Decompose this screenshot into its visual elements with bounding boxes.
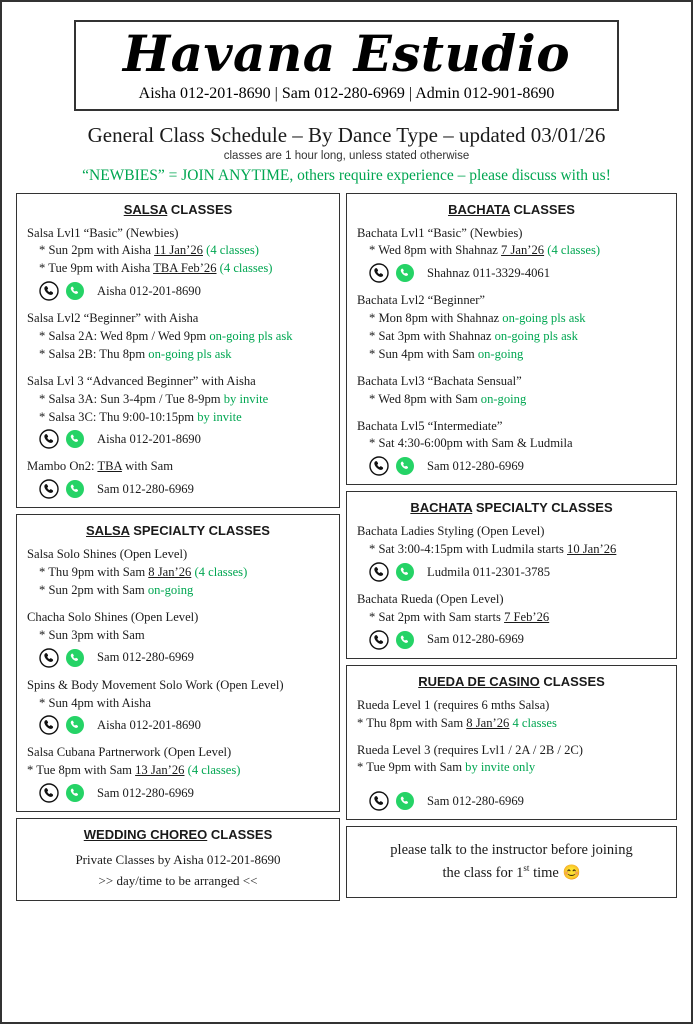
block-bachata-lvl3	[357, 373, 666, 409]
contact-text: Sam 012-280-6969	[97, 785, 194, 800]
page-title: General Class Schedule – By Dance Type – updated 03/01/26	[87, 122, 606, 147]
contact-text: Sam 012-280-6969	[427, 793, 524, 808]
block-heading: Rueda Level 3 (requires Lvl1 / 2A / 2B / 2C)	[357, 742, 583, 757]
block-line: * Thu 9pm with Sam 8 Jan’26 (4 classes)	[39, 565, 248, 580]
card-salsa-specialty-title-bold: SALSA	[86, 523, 130, 539]
whatsapp-icon[interactable]	[65, 783, 85, 803]
block-heading: Bachata Lvl3 “Bachata Sensual”	[357, 373, 522, 388]
card-salsa-title	[27, 202, 329, 217]
block-line: * Wed 8pm with Sam on-going	[369, 391, 527, 406]
card-rueda-title	[357, 674, 666, 689]
block-line: * Tue 8pm with Sam 13 Jan’26 (4 classes)	[27, 763, 241, 778]
card-wedding-title-rest: CLASSES	[207, 827, 273, 843]
block-salsa-lvl3	[27, 373, 329, 450]
contact-text: Ludmila 011-2301-3785	[427, 564, 551, 579]
card-bachata-title-bold: BACHATA	[448, 201, 510, 217]
block-mambo-on2	[27, 458, 329, 499]
block-line: * Salsa 2B: Thu 8pm on-going pls ask	[39, 346, 232, 361]
block-heading: Salsa Cubana Partnerwork (Open Level)	[27, 745, 232, 760]
contact-text: Sam 012-280-6969	[97, 481, 194, 496]
contact-row	[357, 630, 666, 650]
block-heading: Salsa Solo Shines (Open Level)	[27, 547, 188, 562]
block-bachata-lvl1	[357, 225, 666, 284]
block-heading: Bachata Lvl5 “Intermediate”	[357, 418, 503, 433]
whatsapp-icon[interactable]	[395, 562, 415, 582]
contact-text: Sam 012-280-6969	[97, 650, 194, 665]
phone-icon[interactable]	[39, 715, 59, 735]
phone-icon[interactable]	[369, 456, 389, 476]
contact-row	[357, 791, 666, 811]
contact-row	[27, 783, 329, 803]
block-line: * Sun 4pm with Aisha	[39, 695, 151, 710]
block-line: * Salsa 3C: Thu 9:00-10:15pm by invite	[39, 409, 242, 424]
whatsapp-icon[interactable]	[65, 281, 85, 301]
block-line: * Sun 3pm with Sam	[39, 627, 145, 642]
card-bachata-title	[357, 202, 666, 217]
block-line: * Salsa 3A: Sun 3-4pm / Tue 8-9pm by invite	[39, 391, 269, 406]
block-line: * Sat 3pm with Shahnaz on-going pls ask	[369, 329, 578, 343]
block-line: * Sat 4:30-6:00pm with Sam & Ludmila	[369, 436, 573, 451]
left-column	[16, 193, 340, 988]
block-bachata-lvl5	[357, 418, 666, 477]
card-rueda-title-bold: RUEDA DE CASINO	[418, 673, 540, 689]
block-heading: Mambo On2: TBA with Sam	[27, 459, 174, 474]
phone-icon[interactable]	[39, 479, 59, 499]
card-salsa-specialty	[16, 514, 340, 812]
block-heading: Salsa Lvl1 “Basic” (Newbies)	[27, 225, 179, 240]
card-bachata-specialty-title	[357, 500, 666, 515]
studio-name: Havana Estudio	[122, 24, 571, 83]
block-rueda-level-1	[357, 697, 666, 733]
contact-text: Aisha 012-201-8690	[97, 283, 201, 298]
card-rueda-title-rest: CLASSES	[539, 673, 605, 689]
wedding-line-2: >> day/time to be arranged <<	[98, 872, 258, 888]
phone-icon[interactable]	[39, 429, 59, 449]
footer-note-line-2b: time 😊	[529, 864, 581, 881]
footer-note-line-2	[390, 862, 632, 885]
phone-icon[interactable]	[39, 783, 59, 803]
whatsapp-icon[interactable]	[65, 715, 85, 735]
phone-icon[interactable]	[369, 562, 389, 582]
contact-text: Sam 012-280-6969	[427, 458, 524, 473]
block-heading: Bachata Rueda (Open Level)	[357, 592, 504, 606]
card-bachata-specialty-title-bold: BACHATA	[410, 500, 473, 516]
block-line: * Thu 8pm with Sam 8 Jan’26 4 classes	[357, 715, 557, 730]
contact-text: Sam 012-280-6969	[427, 632, 524, 647]
block-line: * Sun 2pm with Aisha 11 Jan’26 (4 classes)	[39, 243, 259, 258]
block-bachata-rueda	[357, 591, 666, 650]
block-rueda-level-3	[357, 742, 666, 812]
block-salsa-cubana-partnerwork	[27, 744, 329, 803]
card-salsa-title-rest: CLASSES	[167, 201, 233, 217]
block-line: * Tue 9pm with Aisha TBA Feb’26 (4 classes)	[39, 261, 273, 276]
block-heading: Spins & Body Movement Solo Work (Open Level)	[27, 677, 284, 692]
card-wedding-choreo	[16, 818, 340, 901]
footer-note-ordinal: st	[523, 862, 530, 873]
whatsapp-icon[interactable]	[395, 630, 415, 650]
phone-icon[interactable]	[39, 281, 59, 301]
block-bachata-ladies-styling	[357, 523, 666, 582]
whatsapp-icon[interactable]	[65, 648, 85, 668]
phone-icon[interactable]	[369, 630, 389, 650]
contact-text: Shahnaz 011-3329-4061	[427, 265, 551, 280]
contact-row	[27, 715, 329, 735]
block-salsa-lvl1	[27, 225, 329, 302]
card-rueda-de-casino	[346, 665, 677, 821]
block-heading: Bachata Lvl2 “Beginner”	[357, 293, 485, 308]
right-column	[346, 193, 677, 988]
card-wedding-title	[27, 827, 329, 842]
block-line: * Mon 8pm with Shahnaz on-going pls ask	[369, 311, 586, 326]
block-bachata-lvl2	[357, 292, 666, 364]
block-salsa-lvl2	[27, 310, 329, 364]
card-salsa-title-bold: SALSA	[123, 201, 168, 217]
block-heading: Salsa Lvl2 “Beginner” with Aisha	[27, 311, 199, 326]
footer-note-line-1: please talk to the instructor before joining	[390, 842, 633, 859]
block-line: * Salsa 2A: Wed 8pm / Wed 9pm on-going pls ask	[39, 329, 293, 343]
block-heading: Bachata Ladies Styling (Open Level)	[357, 524, 545, 539]
schedule-subtitle: classes are 1 hour long, unless stated otherwise	[223, 149, 470, 162]
contact-row	[357, 456, 666, 476]
block-line: * Tue 9pm with Sam by invite only	[357, 760, 536, 775]
block-heading: Bachata Lvl1 “Basic” (Newbies)	[357, 225, 523, 240]
contact-row	[27, 648, 329, 668]
whatsapp-icon[interactable]	[65, 429, 85, 449]
studio-contacts: Aisha 012-201-8690 | Sam 012-280-6969 | Admin 012-901-8690	[138, 84, 555, 102]
phone-icon[interactable]	[369, 791, 389, 811]
wedding-line-1: Private Classes by Aisha 012-201-8690	[75, 852, 281, 868]
block-heading: Rueda Level 1 (requires 6 mths Salsa)	[357, 697, 550, 712]
contact-text: Aisha 012-201-8690	[97, 717, 201, 732]
block-line: * Sun 4pm with Sam on-going	[369, 346, 524, 361]
whatsapp-icon[interactable]	[395, 456, 415, 476]
footer-note-text	[390, 840, 632, 884]
studio-logo-box	[74, 20, 619, 111]
schedule-grid	[16, 193, 677, 988]
card-footer-note	[346, 826, 677, 898]
block-heading: Salsa Lvl 3 “Advanced Beginner” with Aisha	[27, 373, 256, 388]
block-heading: Chacha Solo Shines (Open Level)	[27, 609, 199, 624]
newbies-note: “NEWBIES” = JOIN ANYTIME, others require experience – please discuss with us!	[82, 166, 611, 184]
block-salsa-solo-shines	[27, 546, 329, 600]
card-bachata-specialty-title-rest: SPECIALTY CLASSES	[472, 500, 613, 516]
card-bachata-specialty	[346, 491, 677, 659]
card-salsa-specialty-title	[27, 523, 329, 538]
block-chacha-solo-shines	[27, 609, 329, 668]
card-wedding-title-bold: WEDDING CHOREO	[83, 827, 208, 843]
block-line: * Sat 2pm with Sam starts 7 Feb’26	[369, 609, 550, 624]
card-salsa-specialty-title-rest: SPECIALTY CLASSES	[129, 523, 270, 539]
contact-text: Aisha 012-201-8690	[97, 431, 201, 446]
block-spins-body-movement	[27, 677, 329, 736]
contact-row	[27, 281, 329, 301]
phone-icon[interactable]	[369, 263, 389, 283]
card-salsa-classes	[16, 193, 340, 509]
whatsapp-icon[interactable]	[395, 263, 415, 283]
footer-note-line-2a: the class for 1	[442, 864, 524, 881]
whatsapp-icon[interactable]	[395, 791, 415, 811]
block-line: * Sat 3:00-4:15pm with Ludmila starts 10 Jan’26	[369, 542, 617, 557]
contact-row	[357, 263, 666, 283]
card-bachata-classes	[346, 193, 677, 486]
whatsapp-icon[interactable]	[65, 479, 85, 499]
contact-row	[27, 479, 329, 499]
contact-row	[357, 562, 666, 582]
contact-row	[27, 429, 329, 449]
phone-icon[interactable]	[39, 648, 59, 668]
block-line: * Sun 2pm with Sam on-going	[39, 583, 194, 597]
card-bachata-title-rest: CLASSES	[509, 201, 575, 217]
block-line: * Wed 8pm with Shahnaz 7 Jan’26 (4 classes)	[369, 243, 601, 258]
